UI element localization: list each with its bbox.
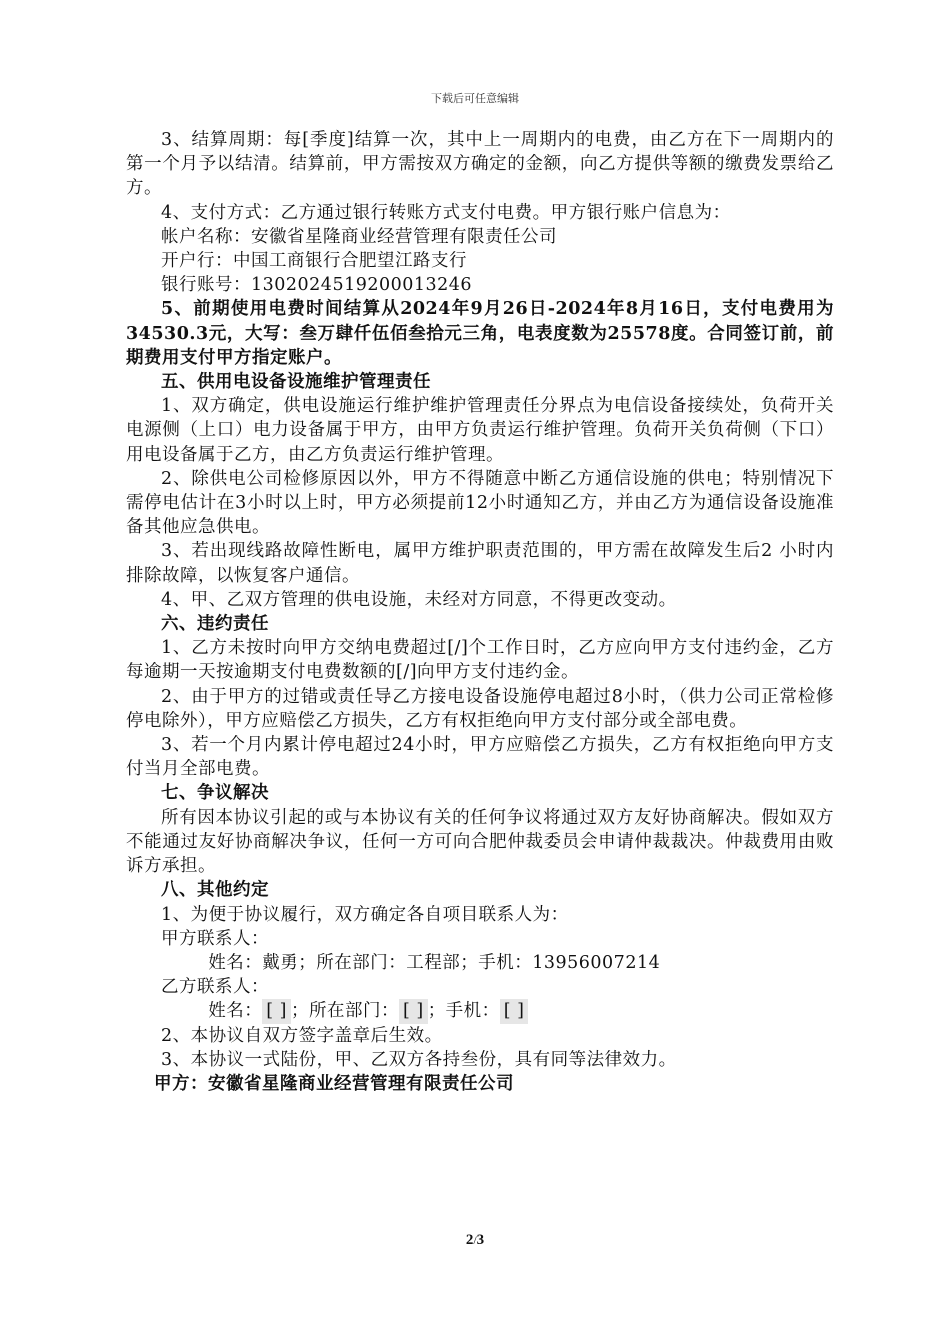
- section-heading-8: 八、其他约定: [161, 880, 269, 901]
- page-number: [0, 1232, 950, 1249]
- party-b-phone-label: ；手机：: [427, 1001, 500, 1022]
- section-heading-5: 五、供用电设备设施维护管理责任: [161, 372, 431, 393]
- clause-8-2: 2、本协议自双方签字盖章后生效。: [161, 1025, 443, 1046]
- section-heading-6: 六、违约责任: [161, 614, 269, 635]
- party-b-phone-field[interactable]: [ ]: [500, 999, 529, 1023]
- clause-payment-method: 4、支付方式：乙方通过银行转账方式支付电费。甲方银行账户信息为：: [161, 202, 731, 223]
- clause-8-1: 1、为便于协议履行，双方确定各自项目联系人为：: [161, 904, 569, 925]
- clause-5-1: 1、双方确定，供电设施运行维护维护管理责任分界点为电信设备接续处，负荷开关电源侧（上口）电力设备属于甲方，由甲方负责运行维护管理。负荷开关负荷侧（下口）用电设备属于乙方，由乙方负责运行维护管理。: [126, 396, 834, 465]
- party-a-contact-label: 甲方联系人：: [161, 928, 269, 949]
- page-separator: /: [473, 1233, 477, 1247]
- clause-6-2: 2、由于甲方的过错或责任导乙方接电设备设施停电超过8小时，（供力公司正常检修停电除外），甲方应赔偿乙方损失，乙方有权拒绝向甲方支付部分或全部电费。: [126, 686, 834, 731]
- clause-5-4: 4、甲、乙双方管理的供电设施，未经对方同意，不得更改变动。: [161, 589, 677, 610]
- page-header: 下载后可任意编辑: [431, 92, 519, 105]
- clause-prior-fees: 5、前期使用电费时间结算从2024年9月26日-2024年8月16日，支付电费用为34530.3元，大写：叁万肆仟伍佰叁拾元三角，电表度数为25578度。合同签订前，前期费用支付甲方指定账户。: [126, 299, 834, 368]
- party-a-contact: 姓名：戴勇；所在部门：工程部；手机：13956007214: [208, 952, 661, 973]
- party-b-contact-label: 乙方联系人：: [161, 977, 269, 998]
- party-b-name-field[interactable]: [ ]: [262, 999, 291, 1023]
- document-body: [126, 128, 834, 1096]
- clause-8-3: 3、本协议一式陆份，甲、乙双方各持叁份，具有同等法律效力。: [161, 1049, 677, 1070]
- section-heading-7: 七、争议解决: [161, 783, 269, 804]
- page-total: 3: [476, 1232, 485, 1248]
- party-b-dept-label: ；所在部门：: [290, 1001, 399, 1022]
- clause-6-1: 1、乙方未按时向甲方交纳电费超过[/]个工作日时，乙方应向甲方支付违约金，乙方每逾期一天按逾期支付电费数额的[/]向甲方支付违约金。: [126, 638, 834, 683]
- clause-6-3: 3、若一个月内累计停电超过24小时，甲方应赔偿乙方损失，乙方有权拒绝向甲方支付当月全部电费。: [126, 735, 834, 780]
- clause-settlement-period: 3、结算周期：每[季度]结算一次，其中上一周期内的电费，由乙方在下一周期内的第一个月予以结清。结算前，甲方需按双方确定的金额，向乙方提供等额的缴费发票给乙方。: [126, 130, 834, 199]
- clause-7-1: 所有因本协议引起的或与本协议有关的任何争议将通过双方友好协商解决。假如双方不能通过友好协商解决争议，任何一方可向合肥仲裁委员会申请仲裁裁决。仲裁费用由败诉方承担。: [126, 807, 834, 877]
- bank-name: 开户行：中国工商银行合肥望江路支行: [161, 251, 467, 272]
- party-a-signature: 甲方：安徽省星隆商业经营管理有限责任公司: [154, 1073, 514, 1094]
- party-b-name-label: 姓名：: [208, 1001, 263, 1022]
- party-b-contact: [126, 999, 834, 1023]
- party-b-dept-field[interactable]: [ ]: [399, 999, 428, 1023]
- account-number: 银行账号：1302024519200013246: [161, 275, 473, 296]
- clause-5-3: 3、若出现线路故障性断电，属甲方维护职责范围的，甲方需在故障发生后2 小时内排除故障，以恢复客户通信。: [126, 541, 834, 586]
- page-current: 2: [465, 1232, 474, 1248]
- account-name: 帐户名称：安徽省星隆商业经营管理有限责任公司: [161, 226, 557, 247]
- clause-5-2: 2、除供电公司检修原因以外，甲方不得随意中断乙方通信设施的供电；特别情况下需停电估计在3小时以上时，甲方必须提前12小时通知乙方，并由乙方为通信设备设施准备其他应急供电。: [126, 468, 834, 538]
